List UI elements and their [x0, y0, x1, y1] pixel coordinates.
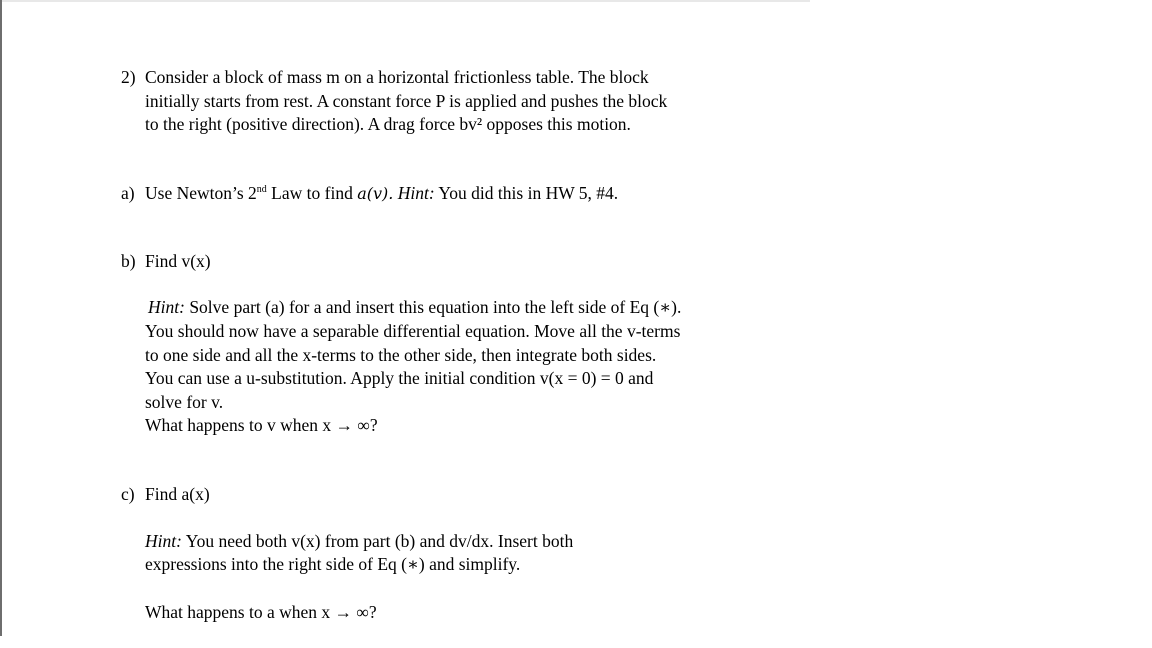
part-b-question: What happens to v when x → ∞?	[145, 415, 378, 435]
part-b-title: Find v(x)	[145, 251, 211, 271]
problem-line-3: to the right (positive direction). A drag force bv² opposes this motion.	[145, 114, 631, 134]
problem-number: 2)	[121, 67, 136, 87]
page-left-edge	[0, 0, 2, 636]
part-b-hint-line-5: solve for v.	[145, 392, 224, 412]
part-a-question: Use Newton’s 2nd Law to find a(v). Hint: You did this in HW 5, #4.	[145, 183, 619, 203]
part-c-hint-line-1: Hint: You need both v(x) from part (b) and dv/dx. Insert both	[145, 531, 574, 551]
part-c-question: What happens to a when x → ∞?	[145, 602, 377, 622]
part-c-hint-line-2: expressions into the right side of Eq (∗) and simplify.	[145, 554, 521, 574]
part-b-hint-line-3: to one side and all the x-terms to the other side, then integrate both sides.	[145, 345, 657, 365]
part-c-title: Find a(x)	[145, 484, 210, 504]
problem-line-1: Consider a block of mass m on a horizontal frictionless table. The block	[145, 67, 649, 87]
part-a-label: a)	[121, 183, 135, 203]
page-top-edge	[0, 0, 810, 2]
problem-line-2: initially starts from rest. A constant force P is applied and pushes the block	[145, 91, 668, 111]
part-c-label: c)	[121, 484, 135, 504]
part-b-hint-line-1: Hint: Solve part (a) for a and insert this equation into the left side of Eq (∗).	[148, 297, 682, 317]
part-b-hint-line-4: You can use a u-substitution. Apply the initial condition v(x = 0) = 0 and	[145, 368, 654, 388]
part-b-hint-line-2: You should now have a separable differential equation. Move all the v-terms	[145, 321, 681, 341]
part-b-label: b)	[121, 251, 136, 271]
